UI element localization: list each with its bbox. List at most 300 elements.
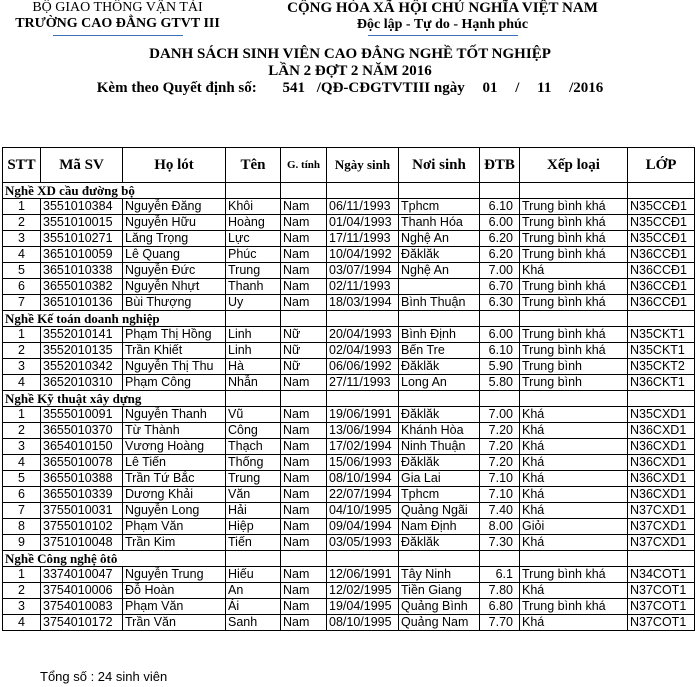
table-cell: Đăklăk <box>399 535 480 551</box>
table-cell: 3654010150 <box>41 439 123 455</box>
table-cell: 6 <box>3 487 41 503</box>
empty-cell <box>628 311 695 327</box>
table-cell: 3655010078 <box>41 455 123 471</box>
table-cell: N36CCĐ1 <box>628 263 695 279</box>
table-cell: Bình Thuận <box>399 295 480 311</box>
table-cell: 03/05/1993 <box>327 535 399 551</box>
table-cell: Quảng Bình <box>399 599 480 615</box>
table-cell: Bùi Thượng <box>123 295 226 311</box>
table-cell: Phạm Thị Hồng <box>123 327 226 343</box>
table-cell: 08/10/1994 <box>327 471 399 487</box>
table-row <box>3 439 695 455</box>
table-cell: Nữ <box>281 359 327 375</box>
table-row <box>3 247 695 263</box>
table-cell: N36CXD1 <box>628 455 695 471</box>
table-cell: Khá <box>520 503 628 519</box>
decision-day: 01 <box>482 80 498 96</box>
table-cell: Lê Tiến <box>123 455 226 471</box>
table-cell: Khôi <box>226 199 281 215</box>
table-row <box>3 295 695 311</box>
empty-cell <box>628 183 695 199</box>
col-gender: G. tính <box>281 148 327 183</box>
table-cell: Trung bình khá <box>520 295 628 311</box>
table-cell: Nam <box>281 279 327 295</box>
table-cell: 4 <box>3 375 41 391</box>
table-cell: 5.90 <box>480 359 520 375</box>
table-cell: Từ Thành <box>123 423 226 439</box>
decision-number: 541 <box>282 80 306 96</box>
empty-cell <box>480 391 520 407</box>
table-cell: 3651010338 <box>41 263 123 279</box>
col-birth-place: Nơi sinh <box>399 148 480 183</box>
table-cell: Khá <box>520 423 628 439</box>
table-row <box>3 423 695 439</box>
table-cell: Trần Tứ Bắc <box>123 471 226 487</box>
table-cell: 13/06/1994 <box>327 423 399 439</box>
empty-cell <box>520 183 628 199</box>
table-cell: 7.40 <box>480 503 520 519</box>
table-cell: Nguyễn Thị Thu <box>123 359 226 375</box>
table-cell: N35CXD1 <box>628 407 695 423</box>
table-cell: 02/04/1993 <box>327 343 399 359</box>
col-last-name: Họ lót <box>123 148 226 183</box>
table-cell: Nguyễn Hữu <box>123 215 226 231</box>
national-header <box>265 0 620 36</box>
empty-cell <box>327 391 399 407</box>
table-cell: 18/03/1994 <box>327 295 399 311</box>
empty-cell <box>628 391 695 407</box>
table-cell: Nữ <box>281 343 327 359</box>
table-cell: 3651010136 <box>41 295 123 311</box>
table-cell: 3552010342 <box>41 359 123 375</box>
table-cell: An <box>226 583 281 599</box>
table-cell: 1 <box>3 327 41 343</box>
table-cell: Trần Khiết <box>123 343 226 359</box>
empty-cell <box>281 183 327 199</box>
table-cell: 8.00 <box>480 519 520 535</box>
table-cell: N35CCĐ1 <box>628 199 695 215</box>
table-cell: 7.10 <box>480 471 520 487</box>
table-cell: Trung <box>226 471 281 487</box>
total-count: Tổng số : 24 sinh viên <box>40 669 168 684</box>
table-cell: 7.20 <box>480 439 520 455</box>
table-cell: Tiền Giang <box>399 583 480 599</box>
col-birth-date: Ngày sinh <box>327 148 399 183</box>
table-cell: 3 <box>3 359 41 375</box>
table-cell: Trung <box>226 263 281 279</box>
empty-cell <box>281 551 327 567</box>
school-name: TRƯỜNG CAO ĐẲNG GTVT III <box>15 16 220 31</box>
table-cell: 6.10 <box>480 343 520 359</box>
table-cell: 7 <box>3 503 41 519</box>
table-cell: 5 <box>3 263 41 279</box>
table-cell: Nguyễn Đức <box>123 263 226 279</box>
table-cell: Thanh Hóa <box>399 215 480 231</box>
col-class: LỚP <box>628 148 695 183</box>
table-cell: Lê Quang <box>123 247 226 263</box>
group-heading: Nghề Kỹ thuật xây dựng <box>3 391 226 407</box>
motto-divider <box>368 35 518 36</box>
empty-cell <box>399 551 480 567</box>
empty-cell <box>327 183 399 199</box>
table-cell: Trung bình khá <box>520 599 628 615</box>
table-cell: Nghệ An <box>399 231 480 247</box>
decision-sep: / <box>515 80 520 96</box>
table-body <box>3 183 695 631</box>
col-rank: Xếp loại <box>520 148 628 183</box>
table-cell: 4 <box>3 455 41 471</box>
table-cell: 03/07/1994 <box>327 263 399 279</box>
table-cell: Thanh <box>226 279 281 295</box>
table-cell: 7 <box>3 295 41 311</box>
table-cell: Trung bình khá <box>520 279 628 295</box>
table-cell: 3555010091 <box>41 407 123 423</box>
table-cell: Đăklăk <box>399 359 480 375</box>
table-cell: Hà <box>226 359 281 375</box>
table-cell: 17/02/1994 <box>327 439 399 455</box>
table-cell: Nam <box>281 439 327 455</box>
table-cell: 6.1 <box>480 567 520 583</box>
table-cell: N34COT1 <box>628 567 695 583</box>
table-cell: 3655010382 <box>41 279 123 295</box>
table-cell: N37COT1 <box>628 583 695 599</box>
table-cell: Phạm Văn <box>123 599 226 615</box>
table-cell: Gia Lai <box>399 471 480 487</box>
table-cell: 4 <box>3 247 41 263</box>
table-cell: Trung bình <box>520 359 628 375</box>
table-cell: 06/11/1993 <box>327 199 399 215</box>
table-row <box>3 407 695 423</box>
table-cell: Nguyễn Nhựt <box>123 279 226 295</box>
table-cell: N36CCĐ1 <box>628 279 695 295</box>
table-cell: 3655010388 <box>41 471 123 487</box>
empty-cell <box>281 391 327 407</box>
table-cell: Phúc <box>226 247 281 263</box>
table-cell: 6.30 <box>480 295 520 311</box>
empty-cell <box>520 391 628 407</box>
table-cell: Đỗ Hoàn <box>123 583 226 599</box>
empty-cell <box>226 391 281 407</box>
table-cell: N36CKT1 <box>628 375 695 391</box>
table-cell: Nam <box>281 471 327 487</box>
table-cell: 08/10/1995 <box>327 615 399 631</box>
document-title <box>0 46 700 97</box>
table-cell: Trung bình khá <box>520 215 628 231</box>
table-cell: Lực <box>226 231 281 247</box>
title-line-2: LẦN 2 ĐỢT 2 NĂM 2016 <box>268 63 432 79</box>
table-cell: 7.10 <box>480 487 520 503</box>
table-row <box>3 615 695 631</box>
table-cell: Trung bình khá <box>520 231 628 247</box>
col-student-id: Mã SV <box>41 148 123 183</box>
decision-reference <box>0 80 700 97</box>
table-cell: 2 <box>3 343 41 359</box>
table-cell: Tiến <box>226 535 281 551</box>
table-cell: 3652010310 <box>41 375 123 391</box>
table-cell: 7.80 <box>480 583 520 599</box>
table-cell: 3 <box>3 599 41 615</box>
table-cell: 3552010135 <box>41 343 123 359</box>
table-cell: 3755010102 <box>41 519 123 535</box>
table-cell: Nguyễn Long <box>123 503 226 519</box>
table-cell: 12/06/1991 <box>327 567 399 583</box>
table-row <box>3 359 695 375</box>
table-cell: Nhẫn <box>226 375 281 391</box>
table-cell: 6.00 <box>480 327 520 343</box>
table-cell: 6.70 <box>480 279 520 295</box>
table-cell: Nam <box>281 215 327 231</box>
table-cell: N37CXD1 <box>628 535 695 551</box>
table-cell: Nam <box>281 295 327 311</box>
empty-cell <box>226 551 281 567</box>
table-cell: 7.20 <box>480 455 520 471</box>
table-cell: 3551010271 <box>41 231 123 247</box>
table-cell: 2 <box>3 215 41 231</box>
table-row <box>3 519 695 535</box>
table-cell: N37COT1 <box>628 615 695 631</box>
table-cell: 02/11/1993 <box>327 279 399 295</box>
table-cell: 3754010083 <box>41 599 123 615</box>
table-cell: Nguyễn Đăng <box>123 199 226 215</box>
table-cell: 6.80 <box>480 599 520 615</box>
table-cell: Dương Khải <box>123 487 226 503</box>
table-cell: Nữ <box>281 327 327 343</box>
table-cell: Nam <box>281 199 327 215</box>
decision-prefix: Kèm theo Quyết định số: <box>96 80 257 96</box>
table-cell: Nguyễn Trung <box>123 567 226 583</box>
empty-cell <box>480 551 520 567</box>
table-cell: 5.80 <box>480 375 520 391</box>
table-cell: Công <box>226 423 281 439</box>
empty-cell <box>327 311 399 327</box>
table-cell: N35CKT1 <box>628 343 695 359</box>
table-cell: Nam <box>281 615 327 631</box>
table-cell: 3551010015 <box>41 215 123 231</box>
national-title: CỘNG HÒA XÃ HỘI CHỦ NGHĨA VIỆT NAM <box>287 0 598 16</box>
empty-cell <box>226 183 281 199</box>
table-cell: Bình Định <box>399 327 480 343</box>
table-cell: 3651010059 <box>41 247 123 263</box>
decision-suffix: /QĐ-CĐGTVTIII ngày <box>316 80 465 96</box>
table-cell: 12/02/1995 <box>327 583 399 599</box>
table-cell: Khá <box>520 471 628 487</box>
group-heading-row <box>3 551 695 567</box>
table-row <box>3 327 695 343</box>
table-cell: Hoàng <box>226 215 281 231</box>
table-cell: 6.20 <box>480 231 520 247</box>
table-cell: Trung bình khá <box>520 199 628 215</box>
table-cell: Long An <box>399 375 480 391</box>
table-row <box>3 487 695 503</box>
table-row <box>3 503 695 519</box>
table-cell: Nguyễn Thanh <box>123 407 226 423</box>
table-cell: 7.00 <box>480 407 520 423</box>
table-cell: Nam <box>281 599 327 615</box>
table-cell: Phạm Văn <box>123 519 226 535</box>
group-heading: Nghề XD cầu đường bộ <box>3 183 226 199</box>
table-cell: Trung bình khá <box>520 247 628 263</box>
table-cell: Trung bình khá <box>520 327 628 343</box>
table-row <box>3 215 695 231</box>
table-cell: N35CCĐ1 <box>628 231 695 247</box>
graduates-table <box>2 147 695 631</box>
table-cell: Nam <box>281 375 327 391</box>
table-cell: Quảng Ngãi <box>399 503 480 519</box>
table-cell <box>399 279 480 295</box>
table-row <box>3 343 695 359</box>
table-cell: Nam <box>281 567 327 583</box>
table-cell: 7.30 <box>480 535 520 551</box>
table-cell: 17/11/1993 <box>327 231 399 247</box>
table-cell: Nam <box>281 535 327 551</box>
empty-cell <box>480 311 520 327</box>
decision-month: 11 <box>537 80 552 96</box>
table-cell: Linh <box>226 327 281 343</box>
table-cell: N36CXD1 <box>628 487 695 503</box>
table-cell: Phạm Công <box>123 375 226 391</box>
table-header-row <box>3 148 695 183</box>
table-cell: 3655010339 <box>41 487 123 503</box>
table-cell: 1 <box>3 567 41 583</box>
table-cell: Nam <box>281 583 327 599</box>
table-cell: Khá <box>520 439 628 455</box>
empty-cell <box>520 551 628 567</box>
table-cell: Tphcm <box>399 487 480 503</box>
table-cell: Nam <box>281 247 327 263</box>
group-heading: Nghề Kế toán doanh nghiệp <box>3 311 226 327</box>
table-cell: Trung bình khá <box>520 567 628 583</box>
table-cell: 3655010370 <box>41 423 123 439</box>
table-cell: Vũ <box>226 407 281 423</box>
empty-cell <box>399 311 480 327</box>
table-cell: Khá <box>520 407 628 423</box>
table-cell: Nam <box>281 503 327 519</box>
table-cell: 3 <box>3 439 41 455</box>
table-cell: 15/06/1993 <box>327 455 399 471</box>
table-cell: Đăklăk <box>399 407 480 423</box>
table-cell: Khá <box>520 455 628 471</box>
table-cell: Nam <box>281 519 327 535</box>
table-cell: 19/06/1991 <box>327 407 399 423</box>
table-cell: 3755010031 <box>41 503 123 519</box>
table-cell: Thạch <box>226 439 281 455</box>
table-cell: N36CCĐ1 <box>628 295 695 311</box>
table-row <box>3 199 695 215</box>
table-cell: 5 <box>3 471 41 487</box>
table-cell: Sanh <box>226 615 281 631</box>
table-cell: 2 <box>3 423 41 439</box>
table-cell: Khá <box>520 263 628 279</box>
empty-cell <box>327 551 399 567</box>
table-cell: Hải <box>226 503 281 519</box>
ministry-name: BỘ GIAO THÔNG VẬN TẢI <box>32 0 203 15</box>
table-cell: Nam Định <box>399 519 480 535</box>
table-cell: 7.20 <box>480 423 520 439</box>
table-cell: Khá <box>520 615 628 631</box>
table-cell: Uy <box>226 295 281 311</box>
table-cell: Trung bình <box>520 375 628 391</box>
col-first-name: Tên <box>226 148 281 183</box>
table-cell: Lăng Trọng <box>123 231 226 247</box>
table-cell: Khánh Hòa <box>399 423 480 439</box>
table-cell: 2 <box>3 583 41 599</box>
table-cell: Linh <box>226 343 281 359</box>
table-row <box>3 567 695 583</box>
table-cell: N36CXD1 <box>628 439 695 455</box>
national-motto: Độc lập - Tự do - Hạnh phúc <box>356 17 529 32</box>
table-cell: 10/04/1992 <box>327 247 399 263</box>
table-cell: Đăklăk <box>399 247 480 263</box>
table-cell: N37CXD1 <box>628 503 695 519</box>
table-cell: 3374010047 <box>41 567 123 583</box>
table-cell: 7.00 <box>480 263 520 279</box>
title-line-1: DANH SÁCH SINH VIÊN CAO ĐẲNG NGHỀ TỐT NGHIỆP <box>149 46 551 62</box>
table-cell: Nam <box>281 407 327 423</box>
table-cell: 7.70 <box>480 615 520 631</box>
table-cell: Bến Tre <box>399 343 480 359</box>
table-cell: Tphcm <box>399 199 480 215</box>
table-cell: Khá <box>520 487 628 503</box>
empty-cell <box>226 311 281 327</box>
table-cell: N36CXD1 <box>628 471 695 487</box>
table-cell: Hiếu <box>226 567 281 583</box>
table-cell: Trần Kim <box>123 535 226 551</box>
group-heading-row <box>3 183 695 199</box>
table-cell: Nam <box>281 487 327 503</box>
table-cell: 09/04/1994 <box>327 519 399 535</box>
empty-cell <box>520 311 628 327</box>
col-stt: STT <box>3 148 41 183</box>
table-cell: 19/04/1995 <box>327 599 399 615</box>
table-cell: 3552010141 <box>41 327 123 343</box>
table-cell: N35CCĐ1 <box>628 215 695 231</box>
table-row <box>3 599 695 615</box>
empty-cell <box>480 183 520 199</box>
table-cell: Nam <box>281 263 327 279</box>
col-gpa: ĐTB <box>480 148 520 183</box>
empty-cell <box>399 183 480 199</box>
table-row <box>3 455 695 471</box>
table-cell: N36CXD1 <box>628 423 695 439</box>
table-cell: Nghệ An <box>399 263 480 279</box>
header-divider <box>53 35 183 36</box>
table-cell: 3754010006 <box>41 583 123 599</box>
table-cell: Ninh Thuận <box>399 439 480 455</box>
empty-cell <box>628 551 695 567</box>
table-cell: 1 <box>3 199 41 215</box>
table-cell: Nam <box>281 455 327 471</box>
table-cell: 9 <box>3 535 41 551</box>
table-cell: 1 <box>3 407 41 423</box>
table-cell: 20/04/1993 <box>327 327 399 343</box>
table-row <box>3 583 695 599</box>
table-cell: 22/07/1994 <box>327 487 399 503</box>
group-heading-row <box>3 391 695 407</box>
table-cell: Hiệp <box>226 519 281 535</box>
table-cell: 8 <box>3 519 41 535</box>
table-cell: 6.20 <box>480 247 520 263</box>
empty-cell <box>399 391 480 407</box>
table-row <box>3 471 695 487</box>
table-cell: Khá <box>520 535 628 551</box>
table-cell: Tây Ninh <box>399 567 480 583</box>
table-cell: 06/06/1992 <box>327 359 399 375</box>
table-cell: Đăklăk <box>399 455 480 471</box>
table-cell: 27/11/1993 <box>327 375 399 391</box>
table-cell: Quảng Nam <box>399 615 480 631</box>
table-row <box>3 279 695 295</box>
table-row <box>3 263 695 279</box>
